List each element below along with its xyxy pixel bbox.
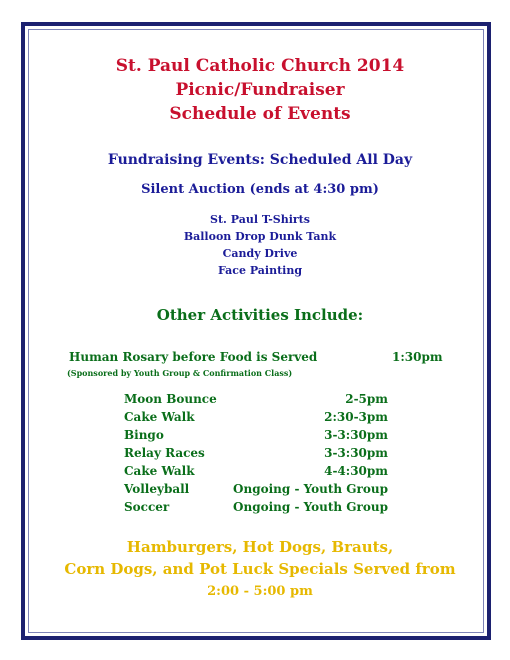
fundraising-item: Face Painting (217, 264, 303, 277)
activity-time: 4-4:30pm (324, 464, 388, 478)
silent-auction-line: Silent Auction (ends at 4:30 pm) (141, 182, 379, 197)
activity-time: 2-5pm (345, 392, 388, 406)
flyer-inner-border (28, 29, 484, 633)
activity-name: Relay Races (124, 446, 205, 460)
food-line-1: Hamburgers, Hot Dogs, Brauts, (126, 538, 394, 556)
title-line-3: Schedule of Events (169, 104, 351, 124)
rosary-sponsor-note: (Sponsored by Youth Group & Confirmation Class) (67, 368, 293, 378)
fundraising-item: Balloon Drop Dunk Tank (183, 230, 337, 243)
activity-name: Cake Walk (124, 464, 195, 478)
activity-name: Bingo (124, 428, 164, 442)
fundraising-heading: Fundraising Events: Scheduled All Day (107, 152, 413, 168)
activity-time: 3-3:30pm (324, 428, 388, 442)
activity-name: Moon Bounce (124, 392, 217, 406)
title-line-1: St. Paul Catholic Church 2014 (115, 56, 405, 76)
title-line-2: Picnic/Fundraiser (175, 80, 345, 100)
activity-name: Soccer (124, 500, 170, 514)
rosary-line: Human Rosary before Food is Served (69, 350, 318, 364)
activity-name: Cake Walk (124, 410, 195, 424)
food-line-2: Corn Dogs, and Pot Luck Specials Served from (64, 560, 456, 578)
activity-name: Volleyball (124, 482, 190, 496)
activity-time: 2:30-3pm (324, 410, 388, 424)
flyer-border (21, 22, 491, 640)
other-activities-heading: Other Activities Include: (156, 306, 364, 324)
activity-time: Ongoing - Youth Group (233, 500, 388, 514)
activity-time: 3-3:30pm (324, 446, 388, 460)
food-serving-time: 2:00 - 5:00 pm (207, 584, 313, 599)
fundraising-item: St. Paul T-Shirts (210, 213, 310, 226)
activity-time: Ongoing - Youth Group (233, 482, 388, 496)
rosary-time: 1:30pm (392, 350, 443, 364)
fundraising-item: Candy Drive (222, 247, 298, 260)
